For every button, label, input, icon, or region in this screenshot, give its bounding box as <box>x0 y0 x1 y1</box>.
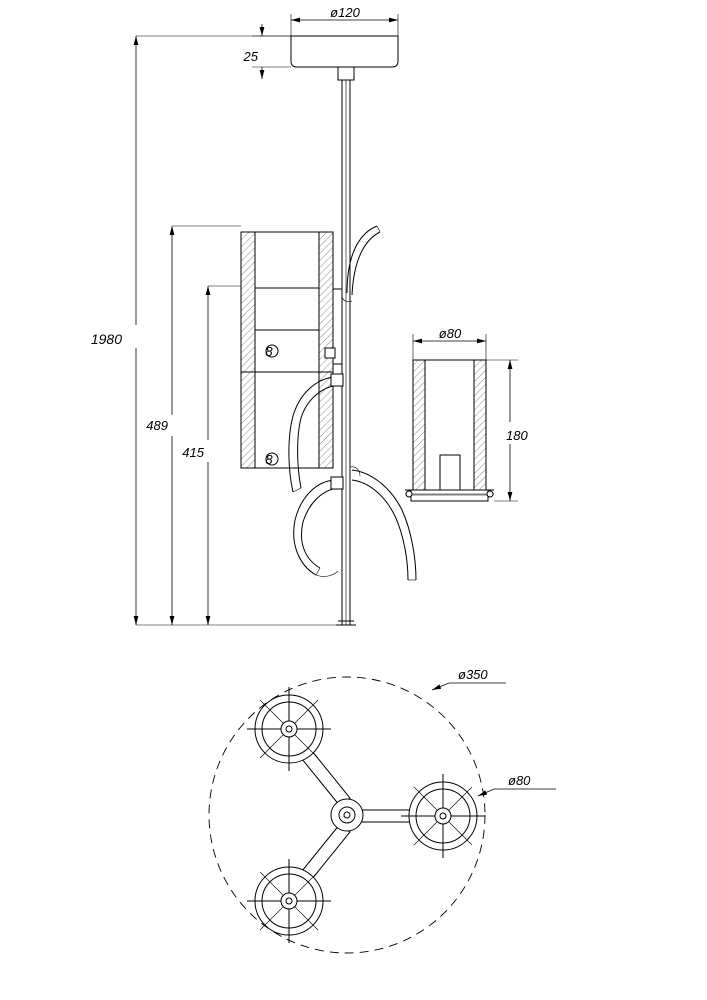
dim-plan-shade-diameter <box>478 773 556 796</box>
dim-label-overall-drop: 1980 <box>90 331 122 347</box>
dim-label-plan-shade-diameter: ø80 <box>508 773 531 788</box>
dim-canopy-height <box>243 24 291 79</box>
dim-label-lower-arm-height: 415 <box>182 445 204 460</box>
canopy <box>291 36 398 80</box>
shade-upper-left <box>241 232 342 372</box>
elevation-view <box>91 5 529 625</box>
dim-label-plan-spread: ø350 <box>458 667 488 682</box>
dim-label-upper-arm-height: 489 <box>146 418 168 433</box>
shade-mark-lower: 8 <box>265 452 273 467</box>
dim-label-shade-height: 180 <box>506 428 528 443</box>
bottom-left-arm <box>294 477 343 576</box>
plan-shade-right <box>401 774 485 858</box>
dim-label-shade-diameter: ø80 <box>438 326 462 341</box>
plan-hub <box>331 799 363 831</box>
plan-view <box>209 667 556 953</box>
right-arm <box>350 467 416 580</box>
dim-label-canopy-diameter: ø120 <box>330 5 360 20</box>
dim-canopy-diameter <box>291 5 398 36</box>
shade-mark-upper: 8 <box>265 344 273 359</box>
dim-lower-arm-height <box>182 286 241 625</box>
dim-shade-diameter <box>413 326 486 360</box>
shade-lower-left <box>241 372 333 468</box>
dim-shade-height <box>486 360 528 501</box>
dim-plan-spread <box>432 667 506 690</box>
shade-right <box>405 360 494 501</box>
dim-label-canopy-height: 25 <box>243 49 258 64</box>
